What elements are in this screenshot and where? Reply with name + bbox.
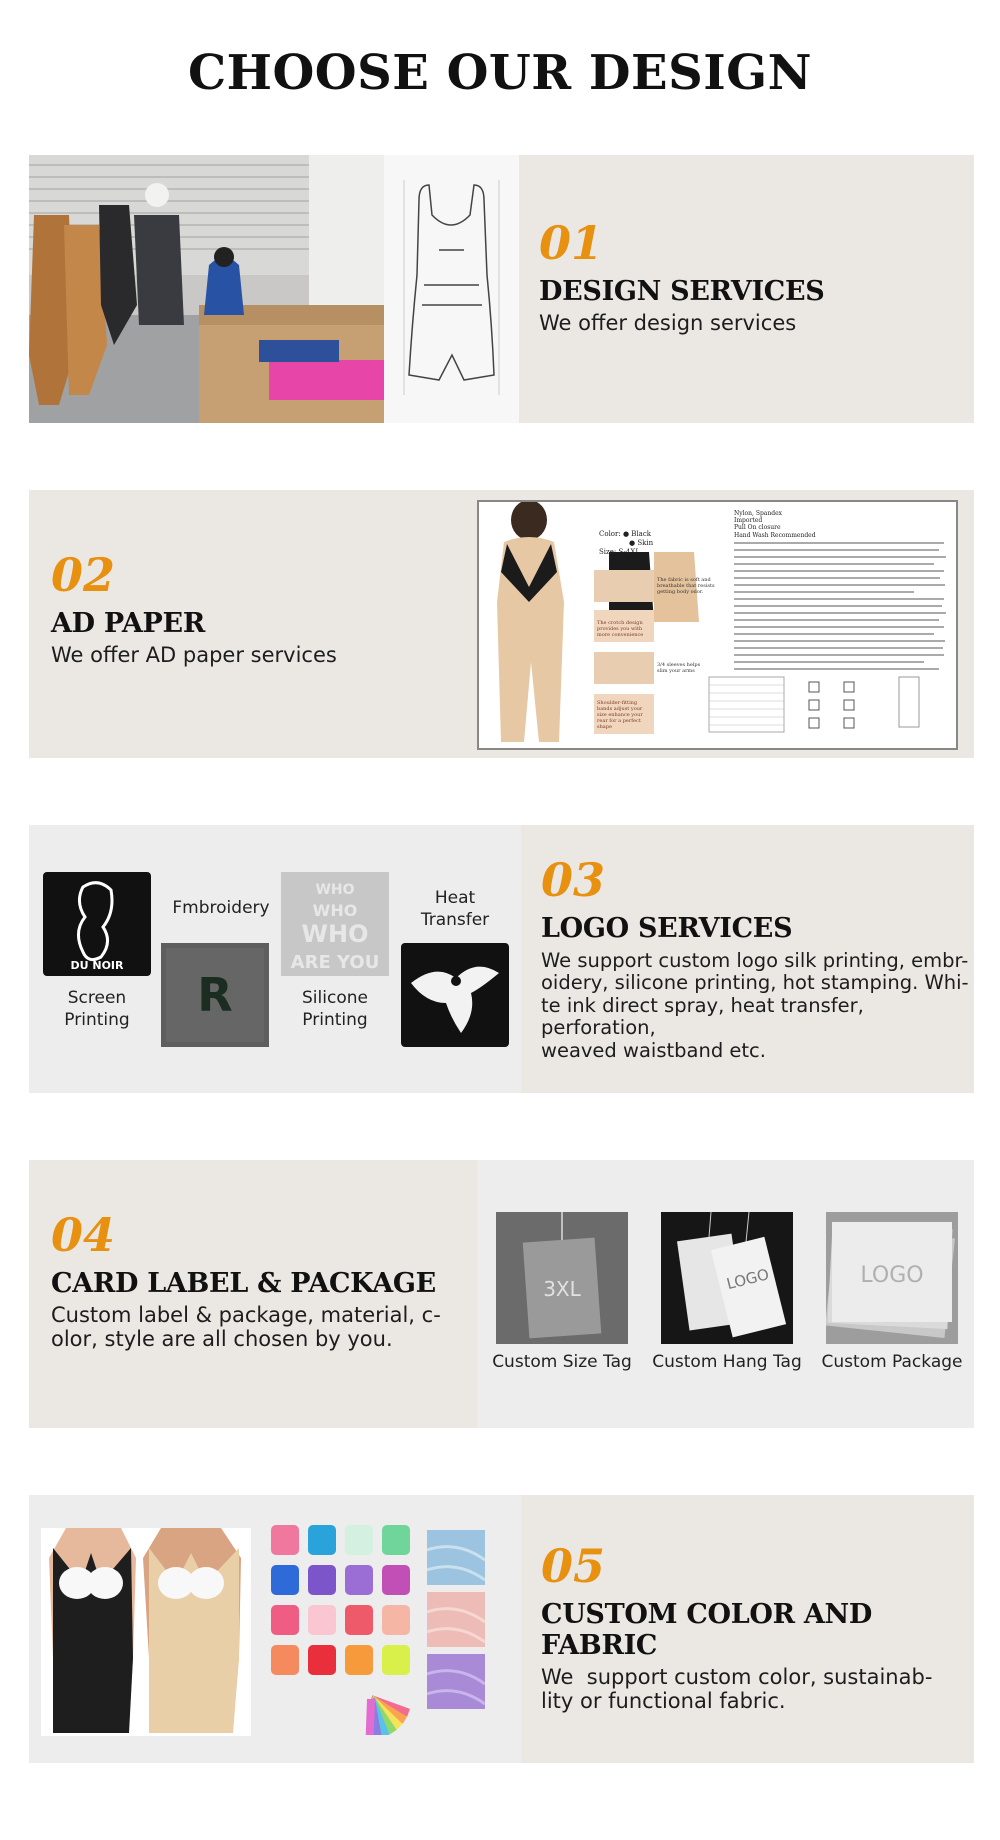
description-line: te ink direct spray, heat transfer, perforation, bbox=[541, 993, 864, 1040]
ad-body-text-lines bbox=[734, 539, 949, 679]
fabric-samples-image bbox=[427, 1530, 485, 1710]
section-number: 03 bbox=[541, 853, 606, 907]
page-title: CHOOSE OUR DESIGN bbox=[187, 45, 813, 101]
section-description: We offer AD paper services bbox=[51, 643, 337, 667]
bodysuit-sketch bbox=[384, 155, 519, 423]
section-logo-services bbox=[29, 825, 974, 1093]
color-swatch bbox=[308, 1525, 336, 1555]
color-swatch bbox=[308, 1645, 336, 1675]
svg-text:R: R bbox=[197, 968, 233, 1022]
section-ad-paper bbox=[29, 490, 974, 758]
section-heading: DESIGN SERVICES bbox=[539, 276, 825, 307]
package-text: LOGO bbox=[860, 1263, 924, 1288]
embroidery-image bbox=[161, 943, 269, 1047]
description-line: lity or functional fabric. bbox=[541, 1689, 786, 1714]
color-swatch bbox=[271, 1605, 299, 1635]
caption-line: Transfer bbox=[420, 910, 490, 931]
heat-transfer-image bbox=[401, 943, 509, 1047]
color-swatch bbox=[382, 1605, 410, 1635]
ad-callout: The crotch design provides you with more convenience bbox=[597, 620, 644, 638]
color-swatch bbox=[345, 1525, 373, 1555]
svg-text:WHO: WHO bbox=[312, 901, 358, 920]
caption-line: Printing bbox=[302, 1010, 368, 1031]
ad-text-line: Imported bbox=[734, 517, 763, 525]
caption-line: Heat bbox=[434, 888, 476, 908]
color-swatch-grid bbox=[271, 1525, 421, 1735]
size-tag-image bbox=[496, 1212, 628, 1344]
color-swatch bbox=[382, 1525, 410, 1555]
section-description: We offer design services bbox=[539, 311, 797, 335]
ad-color-skin: Skin bbox=[637, 539, 654, 548]
package-image bbox=[826, 1212, 958, 1344]
ad-text-line: Hand Wash Recommended bbox=[734, 531, 816, 539]
heat-transfer-label bbox=[401, 887, 509, 931]
ad-color-label: Color: bbox=[599, 530, 621, 538]
section-number: 02 bbox=[51, 548, 116, 602]
ad-text-line: Pull On closure bbox=[734, 524, 781, 532]
screen-printing-image bbox=[43, 872, 151, 976]
section-number: 04 bbox=[51, 1208, 116, 1262]
color-swatch bbox=[382, 1565, 410, 1595]
ad-callout: 3/4 sleeves helps slim your arms bbox=[657, 662, 701, 674]
hang-tag-text: LOGO bbox=[724, 1265, 771, 1294]
color-swatch bbox=[345, 1605, 373, 1635]
models-image bbox=[41, 1528, 251, 1736]
color-swatch bbox=[345, 1565, 373, 1595]
size-tag-label: Custom Size Tag bbox=[492, 1352, 632, 1372]
caption-line: Printing bbox=[64, 1010, 130, 1031]
section-description bbox=[541, 950, 974, 1062]
color-swatch bbox=[308, 1605, 336, 1635]
svg-text:WHO: WHO bbox=[301, 920, 369, 948]
section-design-services bbox=[29, 155, 974, 423]
svg-text:WHO: WHO bbox=[315, 882, 355, 898]
section-number: 01 bbox=[539, 216, 604, 270]
silicone-printing-image bbox=[281, 872, 389, 976]
screen-printing-label bbox=[43, 987, 151, 1031]
ad-size-value: S-4XL bbox=[618, 548, 640, 557]
color-swatch bbox=[382, 1645, 410, 1675]
ad-size-label: Size: bbox=[599, 548, 617, 557]
section-heading: CARD LABEL & PACKAGE bbox=[51, 1268, 436, 1299]
design-studio-photo bbox=[29, 155, 384, 423]
section-heading: CUSTOM COLOR AND FABRIC bbox=[541, 1599, 873, 1661]
color-swatch bbox=[345, 1645, 373, 1675]
section-description bbox=[541, 1665, 974, 1713]
hang-tag-image bbox=[661, 1212, 793, 1344]
color-swatch bbox=[271, 1565, 299, 1595]
color-swatch bbox=[271, 1525, 299, 1555]
color-swatch bbox=[271, 1645, 299, 1675]
ad-callout: Shoulder-fitting bands adjust your size enhance your rear for a perfect shape bbox=[597, 700, 643, 730]
description-line: weaved waistband etc. bbox=[541, 1038, 766, 1062]
section-card-label-package bbox=[29, 1160, 974, 1428]
description-line: olor, style are all chosen by you. bbox=[51, 1327, 393, 1352]
description-line: We support custom logo silk printing, embr- bbox=[541, 949, 969, 972]
ad-text-line: Nylon, Spandex bbox=[734, 510, 783, 517]
section-custom-color-fabric bbox=[29, 1495, 974, 1763]
description-line: Custom label & package, material, c- bbox=[51, 1303, 441, 1327]
description-line: oidery, silicone printing, hot stamping. Whi- bbox=[541, 971, 969, 995]
section-description bbox=[51, 1303, 441, 1351]
size-tag-text: 3XL bbox=[543, 1277, 581, 1301]
package-label: Custom Package bbox=[821, 1352, 963, 1372]
description-line: We support custom color, sustainab- bbox=[541, 1665, 933, 1689]
caption-line: Screen bbox=[67, 988, 127, 1008]
silicone-printing-label bbox=[281, 987, 389, 1031]
caption-line: Silicone bbox=[302, 988, 368, 1008]
section-number: 05 bbox=[541, 1539, 606, 1593]
ad-paper-sample: Color: ● Black ● Skin Size: S-4XL The fabric is soft and breathable that resists getting body odor. The crotch design provides you with more convenience 3/4 sleeves helps slim your arms Shoulder-fitting bands adjust your size enhance your rear for a perfect shape Nylon, Spandex Imported Pull On closure Hand Wash Recommended bbox=[477, 500, 958, 750]
svg-text:ARE YOU: ARE YOU bbox=[290, 952, 380, 973]
section-heading: LOGO SERVICES bbox=[541, 913, 793, 944]
embroidery-label: Fmbroidery bbox=[172, 898, 270, 918]
color-swatch bbox=[308, 1565, 336, 1595]
section-heading: AD PAPER bbox=[51, 608, 205, 639]
svg-text:DU NOIR: DU NOIR bbox=[70, 959, 124, 972]
ad-callout: The fabric is soft and breathable that resists getting body odor. bbox=[657, 577, 715, 595]
hang-tag-label: Custom Hang Tag bbox=[652, 1352, 802, 1372]
ad-color-black: Black bbox=[631, 530, 652, 538]
fan-deck-strip bbox=[366, 1699, 375, 1735]
